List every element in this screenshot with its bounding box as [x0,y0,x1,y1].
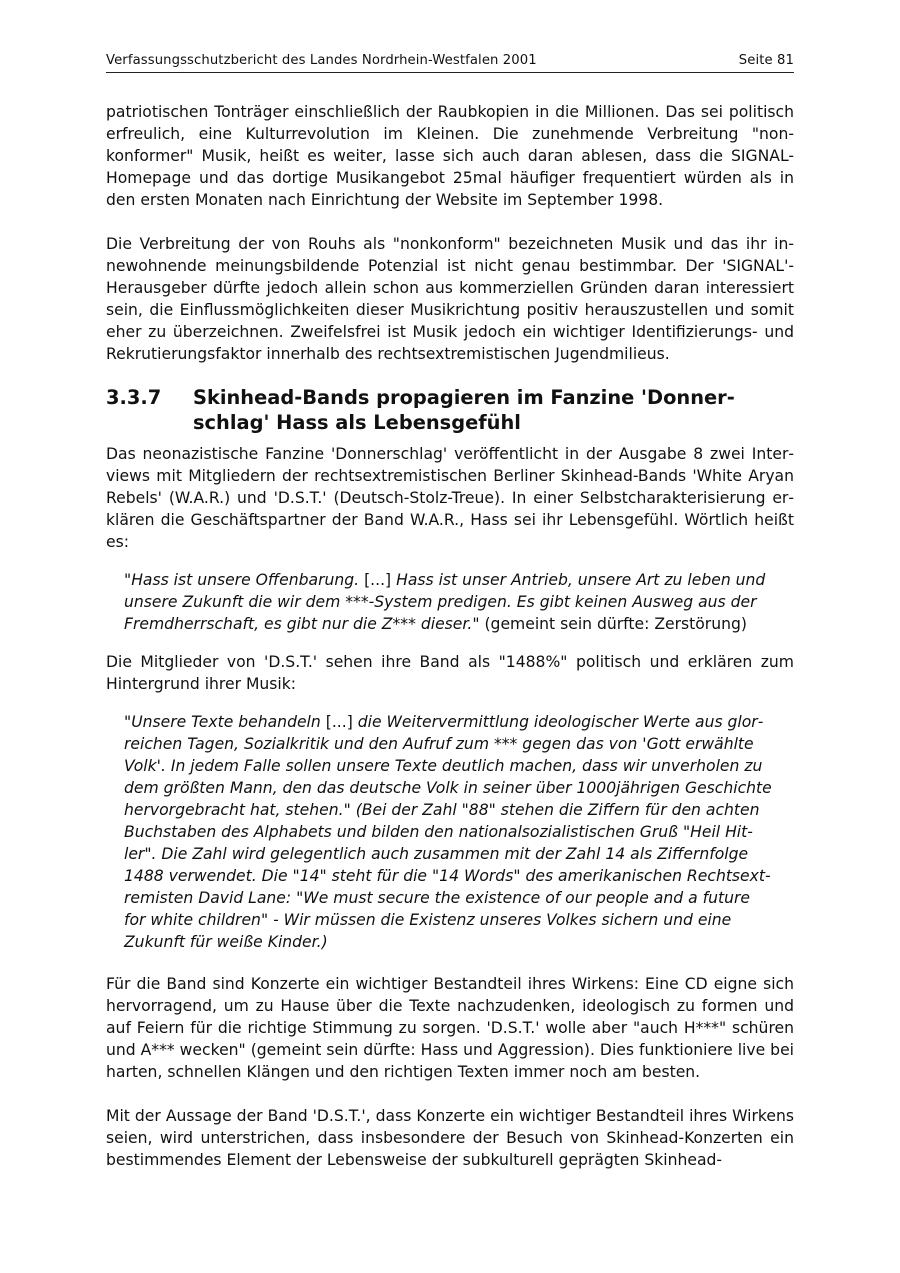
running-header [106,52,794,73]
quote-1 [106,569,774,635]
header-title: Verfassungsschutzbericht des Landes Nordrhein-Westfalen 2001 [106,53,537,68]
paragraph-2: Die Verbreitung der von Rouhs als "nonkonform" bezeichneten Musik und das ihr innewohnende meinungsbildende Potenzial ist nicht genau bestimmbar. Der 'SIGNAL'-Herausgeber dürfte jedoch allein schon aus kommerziellen Gründen daran interessiert sein, die Einflussmöglichkeiten dieser Musikrichtung positiv herauszustellen und somit eher zu überzeichnen. Zweifelsfrei ist Musik jedoch ein wichtiger Identifizierungs- und Rekrutierungsfaktor innerhalb des rechtsextremistischen Jugendmilieus. [106,235,794,363]
paragraph-4: Die Mitglieder von 'D.S.T.' sehen ihre Band als "1488%" politisch und erklären zum Hintergrund ihrer Musik: [106,653,794,693]
quote-1-part-1: Hass ist unsere Offenbarung. [131,571,360,589]
quote-1-note: " (gemeint sein dürfte: Zerstörung) [472,615,747,633]
quote-1-open: " [124,571,132,589]
quote-2-open: " [124,713,132,731]
quote-1-part-2: Hass ist unser Antrieb, unsere Art zu leben und unsere Zukunft die wir dem ***-System predigen. Es gibt keinen Ausweg aus der Fremdherrschaft, es gibt nur die Z*** dieser. [124,571,766,633]
quote-1-ellipsis: [...] [359,571,397,589]
section-number: 3.3.7 [106,386,162,409]
quote-2 [106,711,774,953]
section-heading [106,385,794,435]
page-number: Seite 81 [738,53,794,68]
document-page [106,52,794,1171]
quote-2-ellipsis: [...] [320,713,358,731]
paragraph-5: Für die Band sind Konzerte ein wichtiger Bestandteil ihres Wirkens: Eine CD eigne sich hervorragend, um zu Hause über die Texte nachzudenken, ideologisch zu formen und auf Feiern für die richtige Stimmung zu sorgen. 'D.S.T.' wolle aber "auch H***" schüren und A*** wecken" (gemeint sein dürfte: Hass und Aggression). Dies funktioniere live bei harten, schnellen Klängen und den richtigen Texten immer noch am besten. [106,975,794,1081]
paragraph-6: Mit der Aussage der Band 'D.S.T.', dass Konzerte ein wichtiger Bestandteil ihres Wirkens seien, wird unterstrichen, dass insbesondere der Besuch von Skinhead-Konzerten ein bestimmendes Element der Lebensweise der subkulturell geprägten Skinhead- [106,1107,794,1169]
paragraph-1: patriotischen Tonträger einschließlich der Raubkopien in die Millionen. Das sei politisch erfreulich, eine Kulturrevolution im Kleinen. Die zunehmende Verbreitung "nonkonformer" Musik, heißt es weiter, lasse sich auch daran ablesen, dass die SIGNAL-Homepage und das dortige Musikangebot 25mal häufiger frequentiert würden als in den ersten Monaten nach Einrichtung der Website im September 1998. [106,103,794,209]
section-title: Skinhead-Bands propagieren im Fanzine 'Donnerschlag' Hass als Lebensgefühl [193,386,735,434]
quote-2-part-1: Unsere Texte behandeln [131,713,321,731]
quote-2-part-2: die Weitervermittlung ideologischer Werte aus glorreichen Tagen, Sozialkritik und den Aufruf zum *** gegen das von 'Gott erwählte Volk'. In jedem Falle sollen unsere Texte deutlich machen, dass wir unverholen zu dem größten Mann, den das deutsche Volk in seiner über 1000jährigen Geschichte hervorgebracht hat, stehen." (Bei der Zahl "88" stehen die Ziffern für den achten Buchstaben des Alphabets und bilden den nationalsozialistischen Gruß "Heil Hitler". Die Zahl wird gelegentlich auch zusammen mit der Zahl 14 als Ziffernfolge 1488 verwendet. Die "14" steht für die "14 Words" des amerikanischen Rechtsextremisten David Lane: "We must secure the existence of our people and a future for white children" - Wir müssen die Existenz unseres Volkes sichern und eine Zukunft für weiße Kinder.) [124,713,772,951]
paragraph-3: Das neonazistische Fanzine 'Donnerschlag' veröffentlicht in der Ausgabe 8 zwei Interviews mit Mitgliedern der rechtsextremistischen Berliner Skinhead-Bands 'White Aryan Rebels' (W.A.R.) und 'D.S.T.' (Deutsch-Stolz-Treue). In einer Selbstcharakterisierung erklären die Geschäftspartner der Band W.A.R., Hass sei ihr Lebensgefühl. Wörtlich heißt es: [106,445,794,551]
